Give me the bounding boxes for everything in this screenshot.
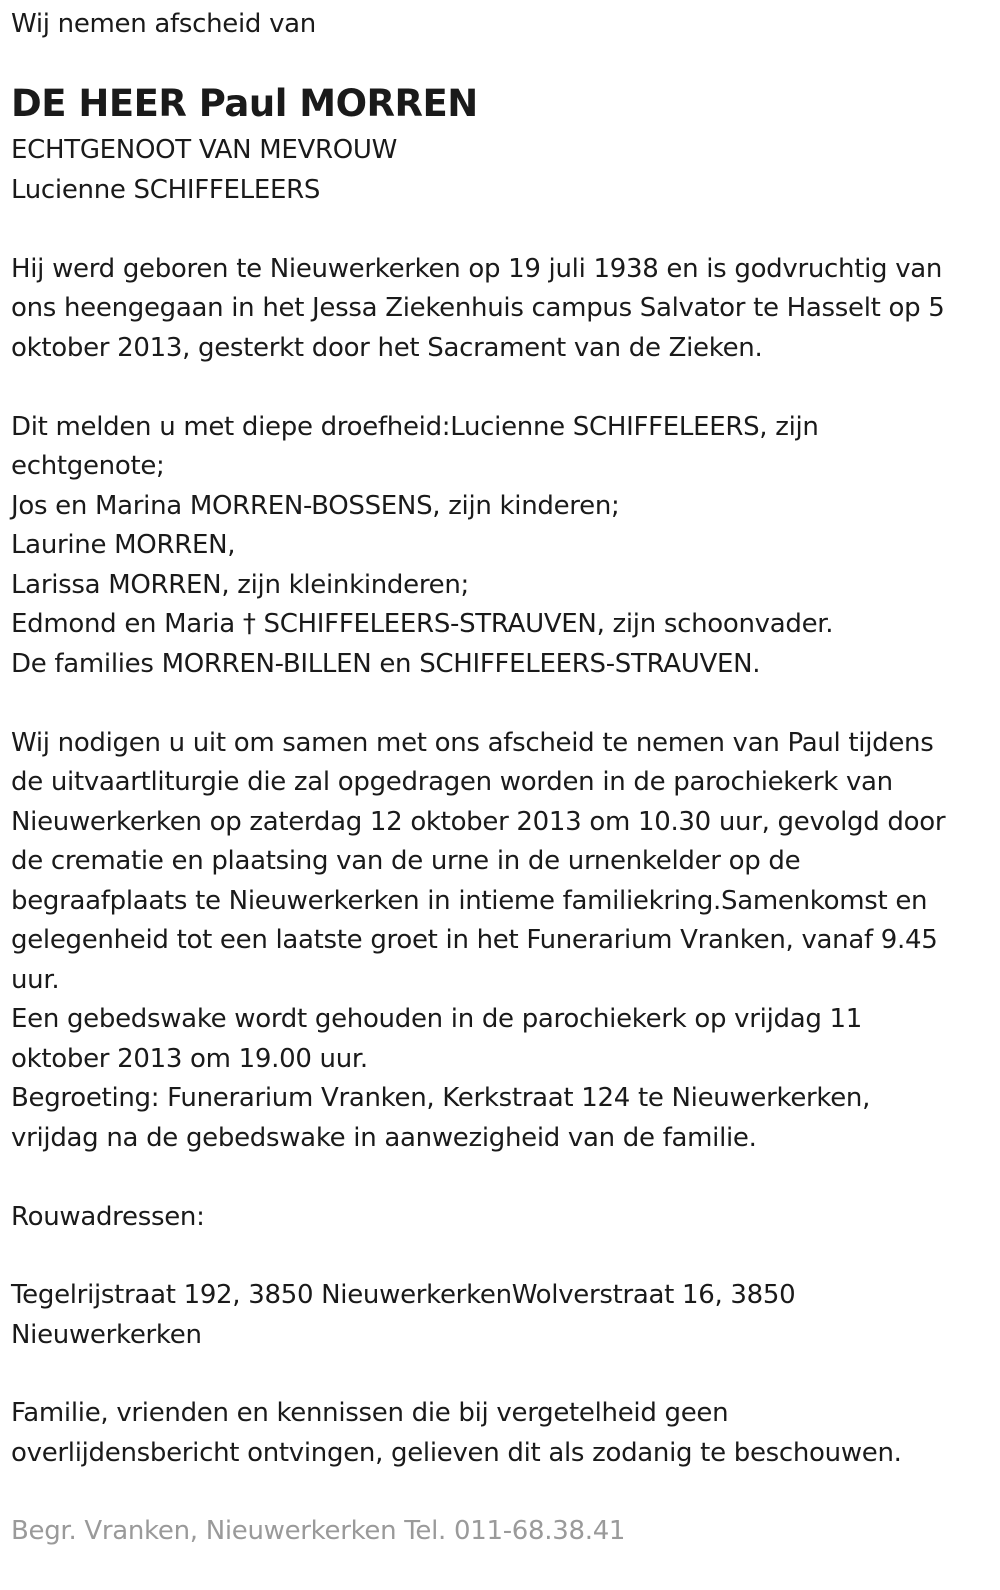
ceremony-line-10: Begroeting: Funerarium Vranken, Kerkstraat 124 te Nieuwerkerken, bbox=[11, 1083, 871, 1113]
family-line-5: Larissa MORREN, zijn kleinkinderen; bbox=[11, 570, 469, 600]
birth-line-2: ons heengegaan in het Jessa Ziekenhuis campus Salvator te Hasselt op 5 bbox=[11, 293, 945, 323]
birth-line-1: Hij werd geboren te Nieuwerkerken op 19 juli 1938 en is godvruchtig van bbox=[11, 254, 943, 284]
address-line-2: Nieuwerkerken bbox=[11, 1320, 202, 1350]
ceremony-line-9: oktober 2013 om 19.00 uur. bbox=[11, 1044, 368, 1074]
notice-line-2: overlijdensbericht ontvingen, gelieven dit als zodanig te beschouwen. bbox=[11, 1438, 902, 1468]
family-line-7: De families MORREN-BILLEN en SCHIFFELEERS-STRAUVEN. bbox=[11, 649, 761, 679]
funeral-home-footer: Begr. Vranken, Nieuwerkerken Tel. 011-68.38.41 bbox=[11, 1516, 626, 1546]
family-line-2: echtgenote; bbox=[11, 451, 165, 481]
intro-text: Wij nemen afscheid van bbox=[11, 9, 316, 39]
birth-line-3: oktober 2013, gesterkt door het Sacrament van de Zieken. bbox=[11, 333, 763, 363]
ceremony-line-3: Nieuwerkerken op zaterdag 12 oktober 2013 om 10.30 uur, gevolgd door bbox=[11, 807, 946, 837]
ceremony-line-7: uur. bbox=[11, 965, 60, 995]
family-line-1: Dit melden u met diepe droefheid:Lucienne SCHIFFELEERS, zijn bbox=[11, 412, 819, 442]
addresses-label: Rouwadressen: bbox=[11, 1202, 205, 1232]
ceremony-line-6: gelegenheid tot een laatste groet in het Funerarium Vranken, vanaf 9.45 bbox=[11, 925, 938, 955]
ceremony-line-5: begraafplaats te Nieuwerkerken in intieme familiekring.Samenkomst en bbox=[11, 886, 928, 916]
notice-line-1: Familie, vrienden en kennissen die bij vergetelheid geen bbox=[11, 1398, 729, 1428]
spouse-label: ECHTGENOOT VAN MEVROUW bbox=[11, 135, 398, 165]
address-line-1: Tegelrijstraat 192, 3850 NieuwerkerkenWolverstraat 16, 3850 bbox=[11, 1280, 796, 1310]
family-line-6: Edmond en Maria † SCHIFFELEERS-STRAUVEN, zijn schoonvader. bbox=[11, 609, 834, 639]
ceremony-line-4: de crematie en plaatsing van de urne in de urnenkelder op de bbox=[11, 846, 801, 876]
spouse-name: Lucienne SCHIFFELEERS bbox=[11, 175, 321, 205]
ceremony-line-11: vrijdag na de gebedswake in aanwezigheid van de familie. bbox=[11, 1123, 757, 1153]
ceremony-line-2: de uitvaartliturgie die zal opgedragen worden in de parochiekerk van bbox=[11, 767, 893, 797]
deceased-name-heading: DE HEER Paul MORREN bbox=[11, 82, 478, 125]
ceremony-line-8: Een gebedswake wordt gehouden in de parochiekerk op vrijdag 11 bbox=[11, 1004, 862, 1034]
family-line-4: Laurine MORREN, bbox=[11, 530, 236, 560]
family-line-3: Jos en Marina MORREN-BOSSENS, zijn kinderen; bbox=[11, 491, 620, 521]
ceremony-line-1: Wij nodigen u uit om samen met ons afscheid te nemen van Paul tijdens bbox=[11, 728, 934, 758]
